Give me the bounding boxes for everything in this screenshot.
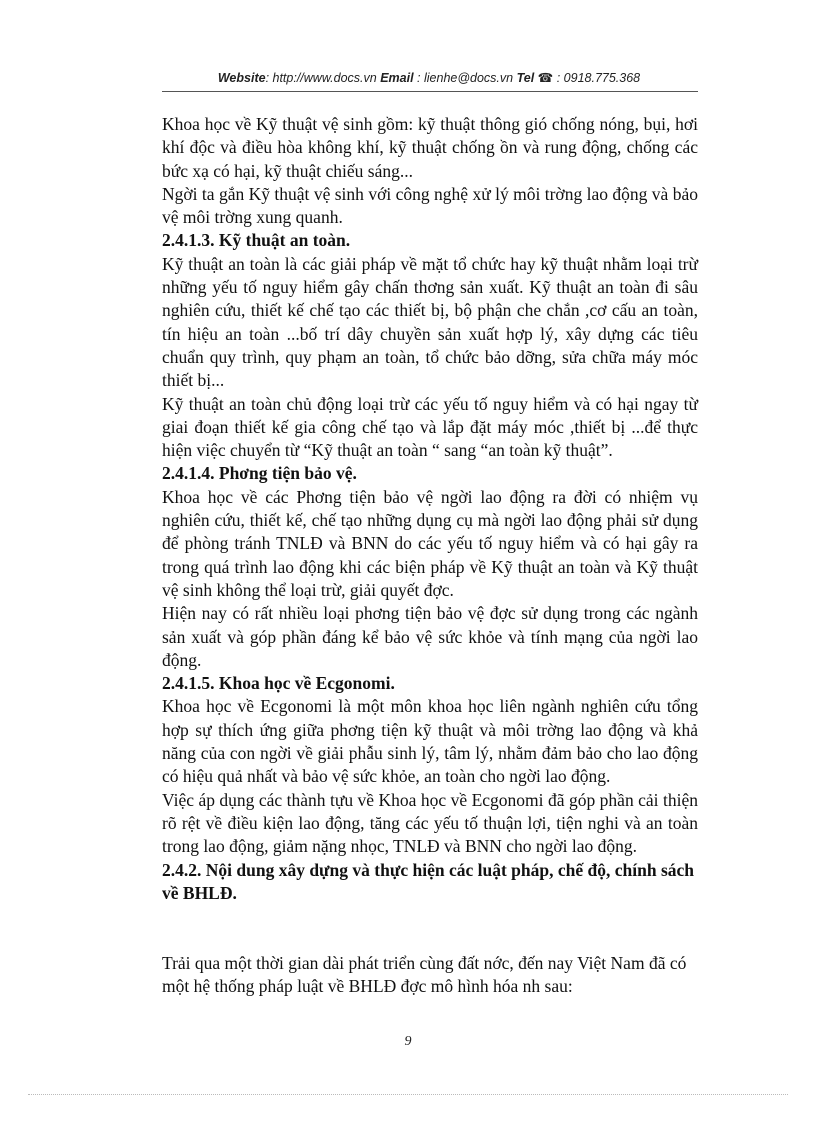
paragraph-ecgonomi: Khoa học về Ecgonomi là một môn khoa học liên ngành nghiên cứu tổng hợp sự thích ứng giữa phơng tiện kỹ thuật và môi trờng lao động và khả năng của con ngời về giải phẫu sinh lý, tâm lý, nhằm đảm bảo cho lao động có hiệu quả nhất và bảo vệ sức khỏe, an toàn cho ngời lao động. [162, 696, 698, 787]
heading-2-4-2: 2.4.2. Nội dung xây dựng và thực hiện các luật pháp, chế độ, chính sách về BHLĐ. [162, 859, 695, 903]
tel-label: Tel [516, 71, 535, 85]
tel-value: ☎ : 0918.775.368 [534, 71, 641, 85]
paragraph-moi-truong: Ngời ta gắn Kỹ thuật vệ sinh với công nghệ xử lý môi trờng lao động và bảo vệ môi trờng xung quanh. [162, 183, 698, 228]
website-value: : http://www.docs.vn [265, 71, 381, 85]
email-label: Email [380, 71, 414, 85]
website-label: Website [217, 71, 266, 85]
paragraph-trai-qua: Trải qua một thời gian dài phát triển cùng đất nớc, đến nay Việt Nam đã có một hệ thống pháp luật về BHLĐ đợc mô hình hóa nh sau: [162, 953, 687, 997]
heading-2-4-1-3: 2.4.1.3. Kỹ thuật an toàn. [162, 230, 351, 251]
heading-2-4-1-5: 2.4.1.5. Khoa học về Ecgonomi. [162, 673, 395, 694]
paragraph-hien-nay: Hiện nay có rất nhiều loại phơng tiện bảo vệ đợc sử dụng trong các ngành sản xuất và góp phần đáng kể bảo vệ sức khỏe và tính mạng của ngời lao động. [162, 603, 698, 670]
page-header [160, 70, 698, 85]
heading-2-4-1-4: 2.4.1.4. Phơng tiện bảo vệ. [162, 463, 357, 484]
paragraph-chu-dong-loai-tru: Kỹ thuật an toàn chủ động loại trừ các yếu tố nguy hiểm và có hại ngay từ giai đoạn thiết kế gia công chế tạo và lắp đặt máy móc ,thiết bị ...để thực hiện việc chuyển từ “Kỹ thuật an toàn “ sang “an toàn kỹ thuật”. [162, 393, 698, 461]
email-value: : lienhe@docs.vn [413, 71, 517, 85]
body-text [162, 113, 698, 999]
paragraph-phuong-tien-bao-ve: Khoa học về các Phơng tiện bảo vệ ngời lao động ra đời có nhiệm vụ nghiên cứu, thiết kế, chế tạo những dụng cụ mà ngời lao động phải sử dụng để phòng tránh TNLĐ và BNN do các yếu tố nguy hiểm và có hại gây ra trong quá trình lao động khi các biện pháp về Kỹ thuật an toàn và Kỹ thuật vệ sinh không thể loại trừ, giải quyết đợc. [162, 486, 698, 600]
paragraph-ky-thuat-an-toan: Kỹ thuật an toàn là các giải pháp về mặt tổ chức hay kỹ thuật nhằm loại trừ những yếu tố nguy hiểm gây chấn thơng sản xuất. Kỹ thuật an toàn đi sâu nghiên cứu, thiết kế chế tạo các thiết bị, bộ phận che chắn ,cơ cấu an toàn, tín hiệu an toàn ...bố trí dây chuyền sản xuất hợp lý, xây dựng các tiêu chuẩn quy trình, quy phạm an toàn, tổ chức bảo dỡng, sửa chữa máy móc thiết bị... [162, 253, 698, 391]
vertical-spacer [162, 905, 698, 952]
page-bottom-border [28, 1094, 788, 1095]
paragraph-ap-dung: Việc áp dụng các thành tựu về Khoa học về Ecgonomi đã góp phần cải thiện rõ rệt về điều kiện lao động, tăng các yếu tố thuận lợi, tiện nghi và an toàn trong lao động, giảm nặng nhọc, TNLĐ và BNN cho ngời lao động. [162, 789, 698, 857]
header-divider [162, 91, 698, 92]
page-number: 9 [404, 1034, 412, 1049]
paragraph-ky-thuat-ve-sinh: Khoa học về Kỹ thuật vệ sinh gồm: kỹ thuật thông gió chống nóng, bụi, hơi khí độc và điều hòa không khí, kỹ thuật chống ồn và rung động, chống các bức xạ có hại, kỹ thuật chiếu sáng... [162, 114, 698, 181]
